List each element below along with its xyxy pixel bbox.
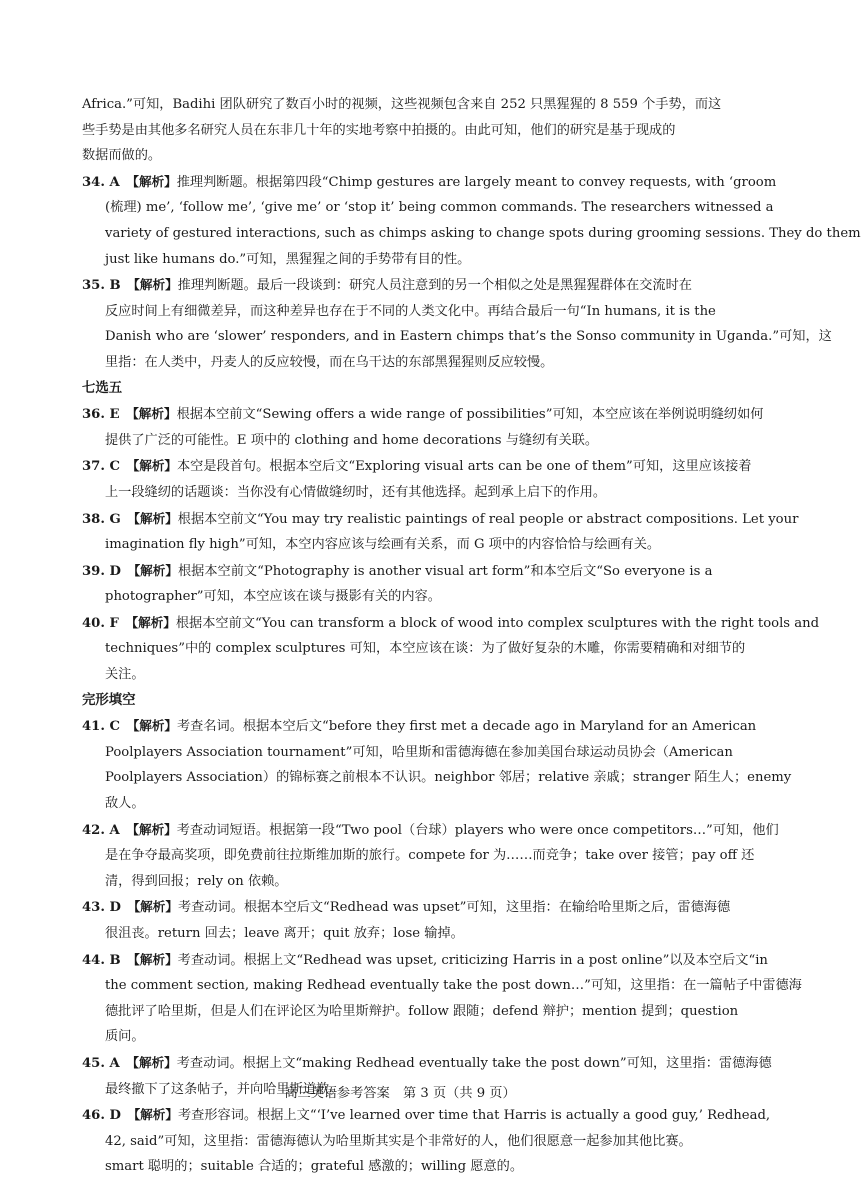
answer-first-line — [82, 713, 757, 740]
answer-first-line — [82, 1102, 771, 1129]
answer-continuation-line: 最终撤下了这条帖子，并向哈里斯道歉。 — [105, 1081, 343, 1097]
answer-continuation-line: smart 聪明的；suitable 合适的；grateful 感激的；willing 愿意的。 — [105, 1159, 524, 1175]
answer-number: 37. C — [82, 459, 121, 475]
answer-continuation-line: imagination fly high”可知，本空内容应该与绘画有关系，而 G 项中的内容恰恰与绘画有关。 — [105, 537, 661, 553]
answer-continuation-line: 很沮丧。return 回去；leave 离开；quit 放弃；lose 输掉。 — [105, 926, 464, 941]
answer-first-line — [82, 947, 768, 974]
answer-number: 46. D — [82, 1108, 121, 1124]
answer-continuation-line: photographer”可知，本空应该在谈与摄影有关的内容。 — [105, 589, 441, 605]
answer-first-line — [82, 894, 731, 921]
answer-first-line — [82, 169, 777, 196]
answer-first-line — [82, 1050, 772, 1077]
answer-number: 42. A — [82, 822, 120, 838]
answer-text: 根据本空前文“Sewing offers a wide range of possibilities”可知，本空应该在举例说明缝纫如何 — [176, 407, 764, 423]
answer-text: 考查动词。根据上文“Redhead was upset, criticizing Harris in a post online”以及本空后文“in — [177, 952, 768, 968]
answer-item — [82, 894, 731, 946]
answer-continuation-line: variety of gestured interactions, such as chimps asking to change spots during grooming sessions. They do them — [105, 225, 861, 241]
answer-item — [82, 272, 832, 375]
answer-item — [82, 1102, 771, 1180]
cloze-answers — [82, 713, 802, 1180]
analysis-tag: 【解析】 — [126, 458, 177, 474]
answer-text: 考查名词。根据本空后文“before they first met a decade ago in Maryland for an American — [177, 719, 757, 735]
answer-number: 36. E — [82, 407, 120, 423]
intro-paragraph — [82, 92, 722, 169]
answer-text: 推理判断题。最后一段谈到：研究人员注意到的另一个相似之处是黑猩猩群体在交流时在 — [177, 278, 692, 294]
text-line: 些手势是由其他多名研究人员在东非几十年的实地考察中拍摄的。由此可知，他们的研究是基于现成的 — [82, 122, 676, 138]
analysis-tag: 【解析】 — [127, 951, 178, 967]
answer-item — [82, 453, 752, 505]
answer-continuation-line: 质问。 — [105, 1029, 145, 1045]
analysis-tag: 【解析】 — [126, 173, 177, 189]
answer-item — [82, 401, 764, 453]
answer-item — [82, 169, 861, 272]
answer-item — [82, 610, 820, 688]
answer-item — [82, 506, 799, 558]
answer-number: 43. D — [82, 900, 121, 916]
answer-continuation-line: Poolplayers Association tournament”可知，哈里斯和雷德海德在参加美国台球运动员协会（American — [105, 744, 733, 760]
analysis-tag: 【解析】 — [126, 1054, 177, 1070]
page-content — [82, 92, 861, 1180]
text-line: Africa.”可知，Badihi 团队研究了数百小时的视频，这些视频包含来自 252 只黑猩猩的 8 559 个手势，而这 — [82, 97, 722, 112]
answer-number: 39. D — [82, 563, 121, 579]
answer-continuation-line: 德批评了哈里斯，但是人们在评论区为哈里斯辩护。follow 跟随；defend 辩护；mention 提到；question — [105, 1003, 739, 1019]
answer-continuation-line: 42, said”可知，这里指：雷德海德认为哈里斯其实是个非常好的人，他们很愿意一起参加其他比赛。 — [105, 1133, 692, 1149]
answer-first-line — [82, 401, 764, 428]
answer-text: 考查动词短语。根据第一段“Two pool（台球）players who were once competitors…”可知，他们 — [176, 822, 779, 838]
answer-first-line — [82, 506, 799, 533]
answer-item — [82, 713, 792, 816]
answer-continuation-line: 提供了广泛的可能性。E 项中的 clothing and home decorations 与缝纫有关联。 — [105, 432, 599, 448]
analysis-tag: 【解析】 — [127, 510, 178, 526]
answer-number: 38. G — [82, 511, 121, 527]
seven-choose-five-answers — [82, 401, 820, 688]
analysis-tag: 【解析】 — [127, 277, 178, 293]
answer-continuation-line: 敌人。 — [105, 796, 145, 812]
answer-item — [82, 947, 802, 1050]
answer-number: 35. B — [82, 278, 121, 294]
answer-item — [82, 817, 779, 895]
analysis-tag: 【解析】 — [127, 1107, 178, 1123]
answer-first-line — [82, 610, 820, 637]
answer-number: 44. B — [82, 952, 121, 968]
answer-first-line — [82, 453, 752, 480]
answer-text: 推理判断题。根据第四段“Chimp gestures are largely meant to convey requests, with ‘groom — [176, 174, 777, 190]
answer-continuation-line: 清，得到回报；rely on 依赖。 — [105, 873, 288, 889]
answer-text: 根据本空前文“You may try realistic paintings of real people or abstract compositions. Let your — [177, 511, 799, 527]
answer-continuation-line: 是在争夺最高奖项，即免费前往拉斯维加斯的旅行。compete for 为……而竞争；take over 接管；pay off 还 — [105, 848, 755, 864]
reading-answers — [82, 169, 861, 376]
answer-number: 41. C — [82, 719, 121, 735]
answer-continuation-line: 里指：在人类中，丹麦人的反应较慢，而在乌干达的东部黑猩猩则反应较慢。 — [105, 354, 554, 370]
answer-continuation-line: just like humans do.”可知，黑猩猩之间的手势带有目的性。 — [105, 251, 471, 267]
answer-continuation-line: the comment section, making Redhead eventually take the post down…”可知，这里指：在一篇帖子中雷德海 — [105, 978, 802, 994]
analysis-tag: 【解析】 — [125, 614, 176, 630]
answer-item — [82, 558, 718, 610]
answer-continuation-line: Danish who are ‘slower’ responders, and in Eastern chimps that’s the Sonso community in Uganda.”可知，这 — [105, 329, 832, 345]
answer-continuation-line: (梳理) me’, ‘follow me’, ‘give me’ or ‘stop it’ being common commands. The researchers witnessed a — [105, 200, 774, 216]
answer-text: 本空是段首句。根据本空后文“Exploring visual arts can be one of them”可知，这里应该接着 — [177, 459, 752, 475]
answer-text: 考查动词。根据本空后文“Redhead was upset”可知，这里指：在输给哈里斯之后，雷德海德 — [177, 900, 731, 916]
answer-text: 根据本空前文“Photography is another visual art form”和本空后文“So everyone is a — [177, 563, 713, 579]
text-line: 数据而做的。 — [82, 148, 162, 164]
answer-first-line — [82, 558, 718, 585]
answer-number: 40. F — [82, 615, 119, 631]
answer-continuation-line: techniques”中的 complex sculptures 可知，本空应该在谈：为了做好复杂的木雕，你需要精确和对细节的 — [105, 641, 746, 657]
analysis-tag: 【解析】 — [127, 899, 178, 915]
answer-continuation-line: 关注。 — [105, 667, 145, 683]
page-footer: 高三英语参考答案 第 3 页（共 9 页） — [284, 1086, 516, 1101]
analysis-tag: 【解析】 — [127, 562, 178, 578]
answer-continuation-line: 上一段缝纫的话题谈：当你没有心情做缝纫时，还有其他选择。起到承上启下的作用。 — [105, 484, 607, 500]
answer-continuation-line: 反应时间上有细微差异，而这种差异也存在于不同的人类文化中。再结合最后一句“In humans, it is the — [105, 303, 716, 319]
answer-text: 根据本空前文“You can transform a block of wood into complex sculptures with the right tools and — [175, 615, 820, 631]
analysis-tag: 【解析】 — [126, 821, 177, 837]
section-heading-seven-choose-five: 七选五 — [82, 380, 123, 396]
section-heading-cloze: 完形填空 — [82, 692, 136, 708]
answer-continuation-line: Poolplayers Association）的锦标赛之前根本不认识。neighbor 邻居；relative 亲戚；stranger 陌生人；enemy — [105, 770, 792, 786]
answer-text: 考查形容词。根据上文“‘I’ve learned over time that Harris is actually a good guy,’ Redhead, — [177, 1108, 771, 1124]
answer-first-line — [82, 817, 779, 844]
answer-first-line — [82, 272, 718, 299]
answer-number: 34. A — [82, 174, 120, 190]
analysis-tag: 【解析】 — [126, 406, 177, 422]
analysis-tag: 【解析】 — [126, 718, 177, 734]
answer-text: 考查动词。根据上文“making Redhead eventually take the post down”可知，这里指：雷德海德 — [176, 1055, 772, 1071]
answer-number: 45. A — [82, 1055, 120, 1071]
